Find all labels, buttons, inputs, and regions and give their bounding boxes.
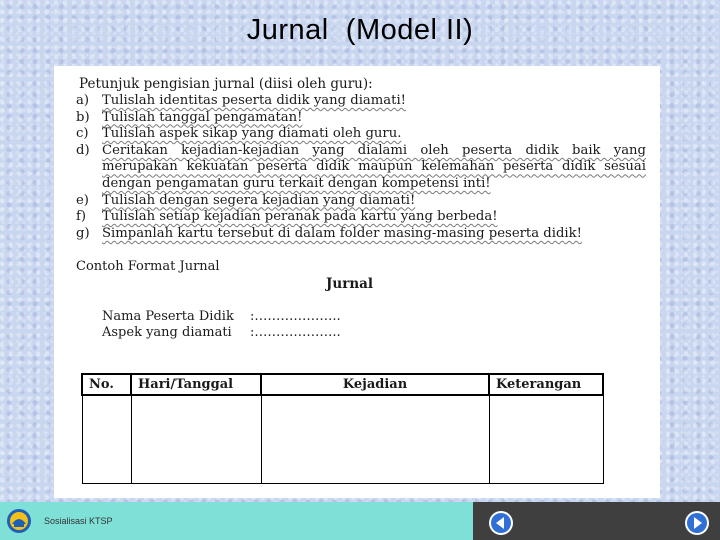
- document-image: [54, 66, 660, 498]
- identity-fields: [102, 309, 341, 341]
- list-text: Tulislah aspek sikap yang diamati oleh guru.: [102, 126, 402, 142]
- ministry-logo-icon: [6, 508, 32, 534]
- list-text: Tulislah setiap kejadian peranak pada kartu yang berbeda!: [102, 209, 498, 225]
- instructions-title: Petunjuk pengisian jurnal (diisi oleh guru):: [79, 76, 373, 92]
- footer-text: Sosialisasi KTSP: [44, 516, 113, 526]
- table-header-row: [82, 374, 603, 395]
- column-header-notes: Keterangan: [489, 374, 603, 395]
- field-row: [102, 309, 341, 325]
- field-label: Nama Peserta Didik: [102, 309, 234, 324]
- list-text: Tulislah tanggal pengamatan!: [102, 109, 303, 125]
- slide-title: Jurnal (Model II): [246, 14, 474, 46]
- list-marker: d): [76, 142, 90, 158]
- journal-table: [81, 373, 604, 484]
- list-item: [76, 226, 646, 243]
- field-value: :………………..: [250, 309, 341, 324]
- list-text: Tulislah identitas peserta didik yang diamati!: [102, 93, 406, 108]
- table-cell: [261, 395, 489, 484]
- list-item: [76, 93, 646, 110]
- list-marker: a): [76, 93, 90, 108]
- list-item: [76, 209, 646, 226]
- next-slide-button[interactable]: [684, 510, 710, 536]
- table-cell: [489, 395, 603, 484]
- journal-title: Jurnal: [326, 276, 374, 292]
- column-header-date: Hari/Tanggal: [131, 374, 261, 395]
- list-text: Tulislah dengan segera kejadian yang diamati!: [102, 192, 416, 208]
- column-header-no: No.: [82, 374, 131, 395]
- list-item: [76, 110, 646, 127]
- list-text: Ceritakan kejadian-kejadian yang dialami oleh peserta didik baik yang merupakan kekuatan peserta didik maupun kelemahan peserta didik sesuai dengan pengamatan guru terkait dengan kompetensi inti!: [102, 142, 646, 191]
- list-marker: e): [76, 192, 89, 208]
- previous-slide-button[interactable]: [488, 510, 514, 536]
- column-header-event: Kejadian: [261, 374, 489, 395]
- list-item: [76, 193, 646, 210]
- list-item: [76, 126, 646, 143]
- list-item: [76, 143, 646, 193]
- example-label: Contoh Format Jurnal: [76, 259, 220, 274]
- list-marker: b): [76, 109, 90, 125]
- list-marker: c): [76, 126, 89, 142]
- field-row: [102, 325, 341, 341]
- instructions-list: [76, 93, 646, 242]
- list-marker: g): [76, 225, 90, 241]
- table-row: [82, 395, 603, 484]
- field-value: :………………..: [250, 325, 341, 340]
- table-cell: [131, 395, 261, 484]
- list-marker: f): [76, 209, 87, 225]
- list-text: Simpanlah kartu tersebut di dalam folder masing-masing peserta didik!: [102, 225, 582, 241]
- table-cell: [82, 395, 131, 484]
- field-label: Aspek yang diamati: [102, 325, 232, 340]
